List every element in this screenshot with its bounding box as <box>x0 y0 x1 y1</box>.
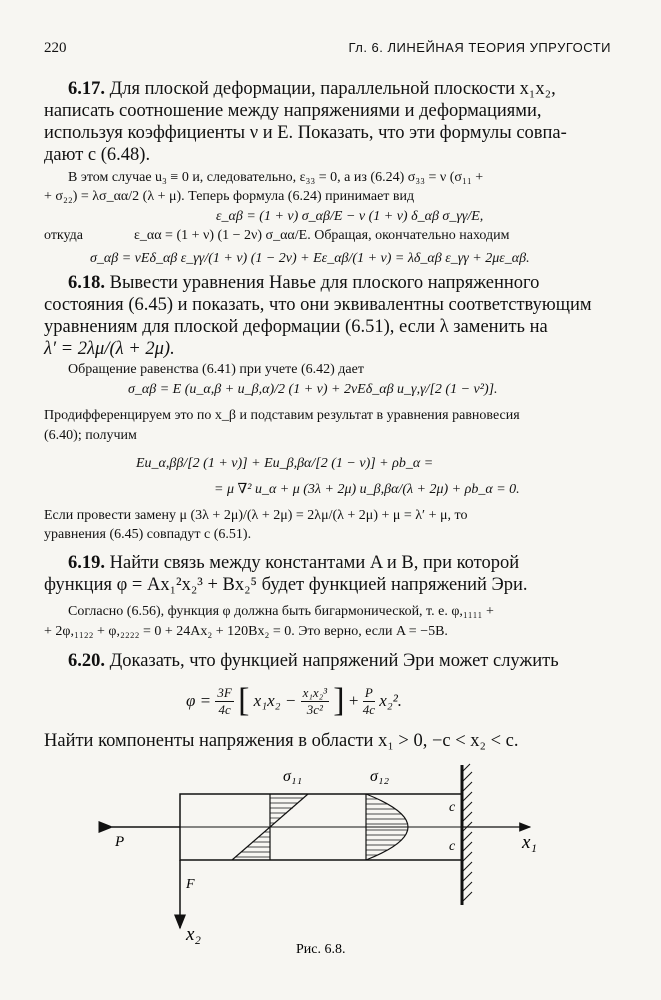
p618-line-1 <box>68 272 539 294</box>
figure-6-8 <box>0 755 661 1000</box>
sigma11-label: σ₁₁ <box>283 768 303 785</box>
problem-number: 6.17. <box>68 79 105 99</box>
p619-solution-1: Согласно (6.56), функция φ должна быть бигармонической, т. е. φ,₁₁₁₁ + <box>68 604 494 619</box>
p617-formula-1: ε_αβ = (1 + ν) σ_αβ/E − ν (1 + ν) δ_αβ σ_γγ/E, <box>216 209 484 224</box>
right-bracket: ] <box>333 682 345 719</box>
formula-plus: + <box>348 691 359 710</box>
problem-number: 6.19. <box>68 553 105 573</box>
p618-line-2: состояния (6.45) и показать, что они эквивалентны соответствующим <box>44 295 592 315</box>
frac-denominator: 3c² <box>306 701 323 717</box>
p618-solution-2: Продифференцируем это по x_β и подставим результат в уравнения равновесия <box>44 408 520 423</box>
formula-lhs: φ = <box>186 691 212 710</box>
p618-formula-3: = μ ∇² u_α + μ (3λ + 2μ) u_β,βα/(λ + 2μ) + ρb_α = 0. <box>214 482 520 497</box>
p617-solution-2: + σ₂₂) = λσ_αα/2 (λ + μ). Теперь формула (6.24) принимает вид <box>44 189 415 204</box>
bracket-content: x₁x₂ − <box>253 691 297 710</box>
p617-formula-3: σ_αβ = νEδ_αβ ε_γγ/(1 + ν) (1 − 2ν) + Eε_αβ/(1 + ν) = λδ_αβ ε_γγ + 2με_αβ. <box>90 251 530 266</box>
p619-solution-2: + 2φ,₁₁₂₂ + φ,₂₂₂₂ = 0 + 24Ax₂ + 120Bx₂ = 0. Это верно, если A = −5B. <box>44 624 448 639</box>
fraction-x1x2-3c2 <box>301 685 329 718</box>
page-number: 220 <box>44 40 67 56</box>
frac-denominator: 4c <box>362 701 375 717</box>
sigma12-label: σ₁₂ <box>370 768 390 785</box>
p618-line-3: уравнениям для плоской деформации (6.51), если λ заменить на <box>44 317 548 337</box>
c-top-label: c <box>449 800 456 815</box>
p618-solution-4: Если провести замену μ (3λ + 2μ)/(λ + 2μ) = 2λμ/(λ + 2μ) + μ = λ′ + μ, то <box>44 508 468 523</box>
problem-number: 6.18. <box>68 273 105 293</box>
formula-tail: x₂². <box>379 691 403 710</box>
running-head: Гл. 6. ЛИНЕЙНАЯ ТЕОРИЯ УПРУГОСТИ <box>348 40 611 55</box>
p619-line-2: функция φ = Ax₁²x₂³ + Bx₂⁵ будет функцией напряжений Эри. <box>44 575 528 595</box>
p618-formula-1: σ_αβ = E (u_α,β + u_β,α)/2 (1 + ν) + 2νEδ_αβ u_γ,γ/[2 (1 − ν²)]. <box>128 382 498 397</box>
frac-denominator: 4c <box>218 701 231 717</box>
p618-solution-3: (6.40); получим <box>44 428 137 443</box>
left-bracket: [ <box>238 682 250 719</box>
P-label: P <box>115 834 125 850</box>
airy-formula <box>186 682 402 720</box>
p617-line-4: дают с (6.48). <box>44 145 151 165</box>
frac-numerator: x₁x₂³ <box>302 684 328 700</box>
c-bottom-label: c <box>449 839 456 854</box>
problem-text: Доказать, что функцией напряжений Эри может служить <box>109 651 559 671</box>
p617-line-2: написать соотношение между напряжениями и деформациями, <box>44 101 542 121</box>
p617-solution-1: В этом случае u₃ ≡ 0 и, следовательно, ε₃₃ = 0, а из (6.24) σ₃₃ = ν (σ₁₁ + <box>68 170 484 185</box>
x2-label: x₂ <box>186 924 202 945</box>
p619-line-1 <box>68 552 519 574</box>
p618-line-4: λ′ = 2λμ/(λ + 2μ). <box>44 339 175 359</box>
frac-numerator: P <box>363 685 375 702</box>
p617-line-3: используя коэффициенты ν и E. Показать, что эти формулы совпа- <box>44 123 567 143</box>
p617-formula-2: ε_αα = (1 + ν) (1 − 2ν) σ_αα/E. Обращая, окончательно находим <box>134 228 510 243</box>
frac-numerator: 3F <box>217 684 232 700</box>
figure-caption: Рис. 6.8. <box>296 942 346 957</box>
p617-otkuda: откуда <box>44 228 83 243</box>
p620-line-2: Найти компоненты напряжения в области x₁ > 0, −c < x₂ < c. <box>44 731 519 751</box>
p618-formula-2: Eu_α,ββ/[2 (1 + ν)] + Eu_β,βα/[2 (1 − ν)] + ρb_α = <box>136 456 434 471</box>
F-label: F <box>186 877 195 892</box>
p617-line-1 <box>68 78 556 100</box>
problem-text: Найти связь между константами A и B, при которой <box>109 553 520 573</box>
problem-text: Вывести уравнения Навье для плоского напряженного <box>109 273 540 293</box>
x1-label: x₁ <box>522 832 538 853</box>
problem-text: Для плоской деформации, параллельной плоскости x₁x₂, <box>109 79 556 99</box>
p618-solution-1: Обращение равенства (6.41) при учете (6.42) дает <box>68 362 364 377</box>
problem-number: 6.20. <box>68 651 105 671</box>
fraction-3F-4c <box>215 685 233 718</box>
p618-solution-5: уравнения (6.45) совпадут с (6.51). <box>44 527 252 542</box>
p620-line-1 <box>68 650 559 672</box>
fraction-P-4c <box>363 685 375 718</box>
